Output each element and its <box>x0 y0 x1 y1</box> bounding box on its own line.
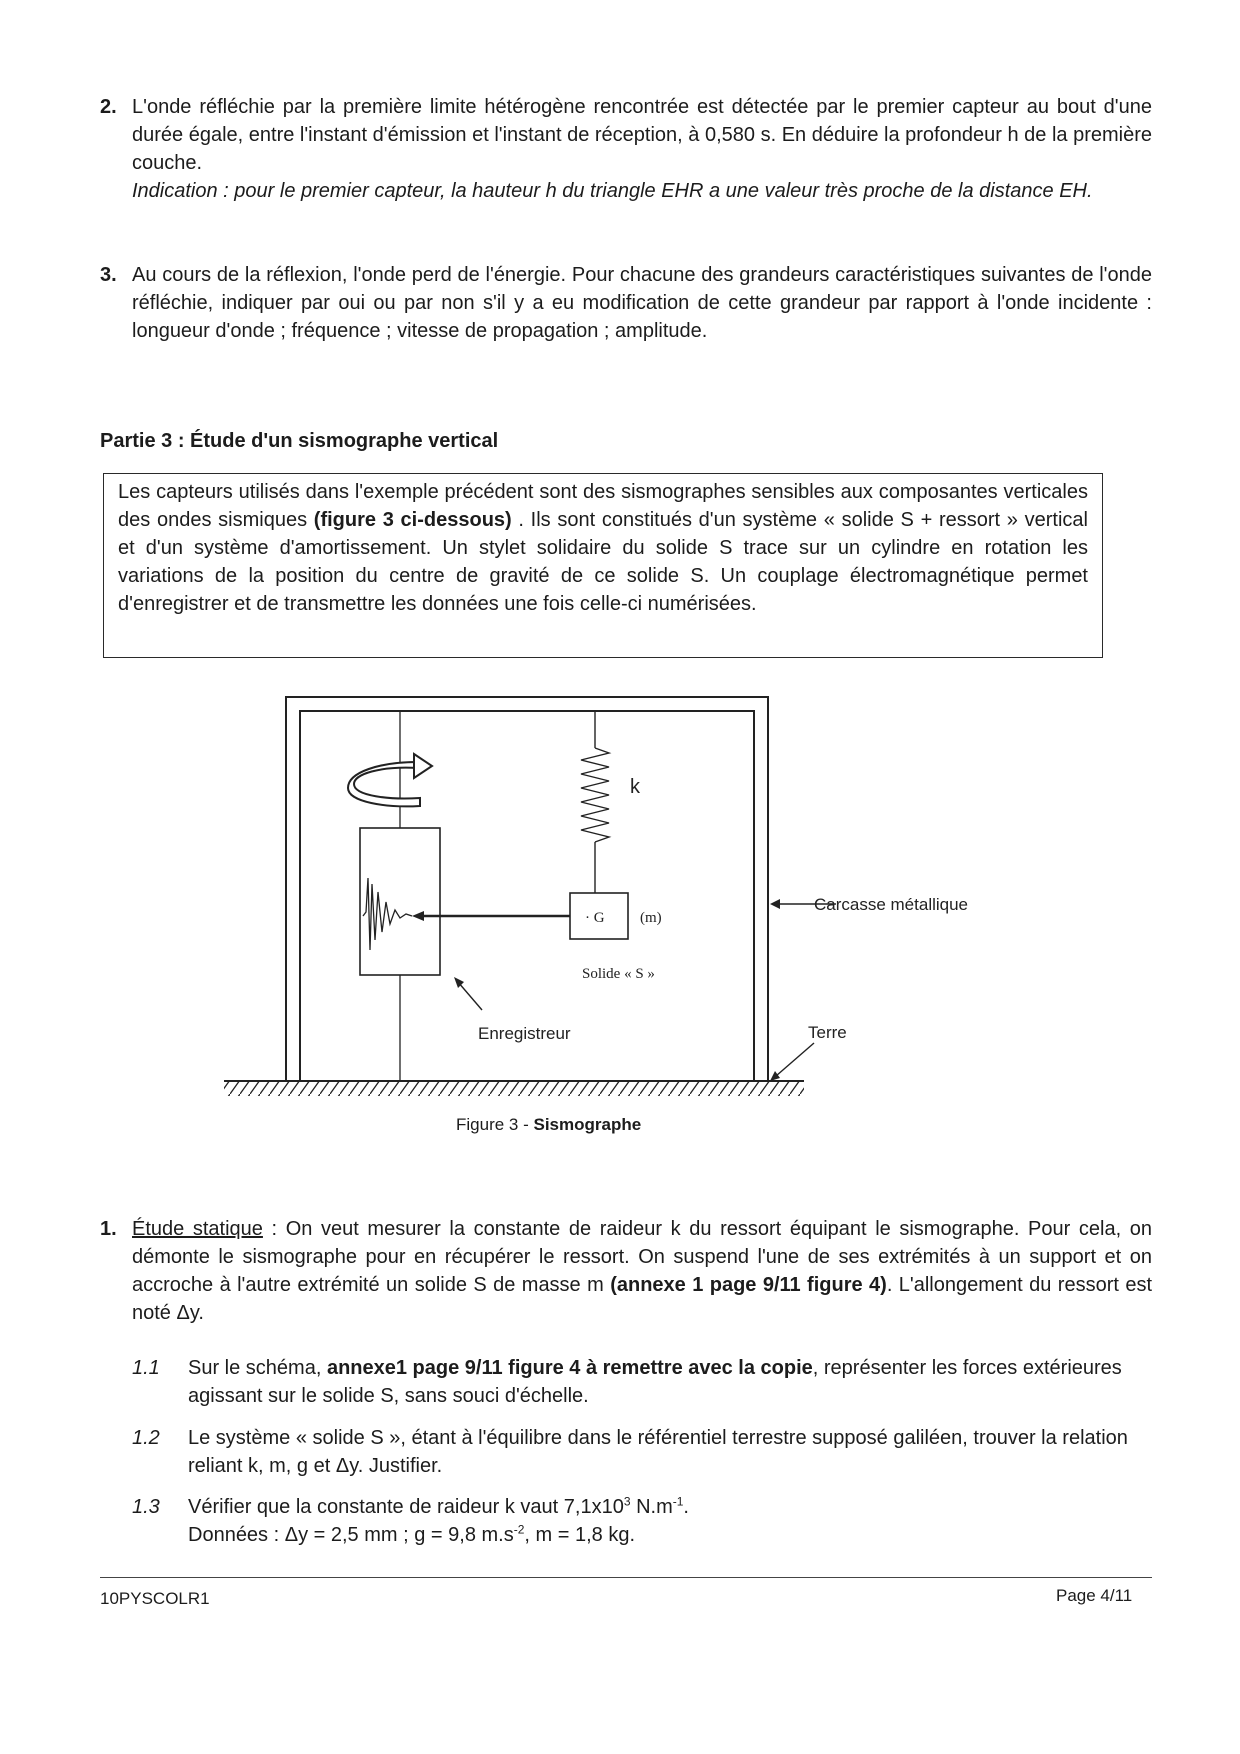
subquestion-number: 1.2 <box>132 1427 160 1449</box>
subquestion-number: 1.3 <box>132 1496 160 1518</box>
info-box <box>103 473 1103 658</box>
question-2 <box>100 93 1152 205</box>
exponent: 3 <box>623 1494 631 1509</box>
question-1-3 <box>132 1493 1152 1549</box>
subquestion-number: 1.1 <box>132 1357 160 1379</box>
question-heading: Étude statique <box>132 1218 263 1240</box>
seismograph-figure <box>220 688 1020 1106</box>
spring <box>581 748 609 842</box>
question-3 <box>100 261 1152 345</box>
terre-label: Terre <box>808 1023 847 1042</box>
donnees-text: Données : Δy = 2,5 mm ; g = 9,8 m.s <box>188 1524 514 1546</box>
carcasse-arrow-head <box>770 899 780 909</box>
rotation-arrow-icon <box>348 754 432 806</box>
question-1-2 <box>132 1424 1152 1480</box>
question-text: Au cours de la réflexion, l'onde perd de l'énergie. Pour chacune des grandeurs caractéristiques suivantes de l'onde réfléchie, indiquer par oui ou par non s'il y a eu modification de cette grandeur par rapport à l'onde incidente : longueur d'onde ; fréquence ; vitesse de propagation ; amplitude. <box>132 264 1152 342</box>
enregistreur-label: Enregistreur <box>478 1024 571 1043</box>
center-of-gravity-label: · G <box>585 910 605 926</box>
subquestion-text: Le système « solide S », étant à l'équilibre dans le référentiel terrestre supposé galiléen, trouver la relation reliant k, m, g et Δy. Justifier. <box>188 1427 1128 1477</box>
question-text: : On veut mesurer la constante de raideur k du ressort équipant le sismographe. Pour cela, on démonte le sismographe pour en récupérer le ressort. On suspend l'une de ses extrémités à un support et on accroche à l'autre extrémité un solide S de masse m <box>132 1218 1153 1296</box>
terre-arrow <box>776 1043 814 1076</box>
question-1-1 <box>132 1354 1152 1410</box>
spring-k-label: k <box>630 776 640 798</box>
seismograph-diagram <box>220 688 1020 1098</box>
info-text: Les capteurs utilisés dans l'exemple précédent sont des sismographes sensibles aux composantes verticales des ondes sismiques <box>118 481 1088 531</box>
terre-arrow-head <box>770 1071 780 1081</box>
question-number: 1. <box>100 1218 117 1240</box>
unit-text: N.m <box>630 1496 673 1518</box>
question-text: L'onde réfléchie par la première limite hétérogène rencontrée est détectée par le premier capteur au bout d'une durée égale, entre l'instant d'émission et l'instant de réception, à 0,580 s. En déduire la profondeur h de la première couche. <box>132 96 1152 174</box>
subquestion-text-end: , représenter les forces extérieures agissant sur le solide S, sans souci d'échelle. <box>188 1357 1122 1407</box>
enregistreur-arrow <box>458 982 482 1010</box>
question-number: 2. <box>100 96 117 118</box>
subquestion-text: Sur le schéma, <box>188 1357 327 1379</box>
annex-reference: (annexe 1 page 9/11 figure 4) <box>610 1274 887 1296</box>
subquestion-text: Vérifier que la constante de raideur k vaut 7,1x10 <box>188 1496 624 1518</box>
section-title: Partie 3 : Étude d'un sismographe vertical <box>100 430 499 452</box>
info-text-cont: . Ils sont constitués d'un système « solide S + ressort » vertical et d'un système d'amortissement. Un stylet solidaire du solide S trace sur un cylindre en rotation les variations de la position du centre de gravité de ce solide S. Un couplage électromagnétique permet d'enregistrer et de transmettre les données une fois celle-ci numérisées. <box>118 509 1088 615</box>
question-1 <box>100 1215 1152 1327</box>
donnees-text-end: , m = 1,8 kg. <box>524 1524 636 1546</box>
question-text-end: . L'allongement du ressort est noté Δy. <box>132 1274 1153 1324</box>
solide-s-label: Solide « S » <box>582 966 655 982</box>
ground-hatch <box>224 1082 804 1096</box>
page-number: Page 4/11 <box>1056 1586 1133 1605</box>
figure-caption-title: Sismographe <box>533 1115 642 1134</box>
figure-caption <box>456 1111 641 1139</box>
punctuation: . <box>683 1496 689 1518</box>
question-number: 3. <box>100 264 117 286</box>
annex-reference: annexe1 page 9/11 figure 4 à remettre avec la copie <box>326 1357 813 1379</box>
info-bold-ref: (figure 3 ci-dessous) <box>313 509 512 531</box>
exponent: -2 <box>513 1522 525 1537</box>
figure-caption-prefix: Figure 3 - <box>456 1115 534 1134</box>
footer-divider <box>100 1577 1152 1578</box>
mass-m-label: (m) <box>640 910 662 926</box>
document-code: 10PYSCOLR1 <box>100 1589 210 1608</box>
carcasse-label: Carcasse métallique <box>814 895 969 914</box>
indication-text: Indication : pour le premier capteur, la hauteur h du triangle EHR a une valeur très proche de la distance EH. <box>132 180 1093 202</box>
exponent: -1 <box>672 1494 684 1509</box>
